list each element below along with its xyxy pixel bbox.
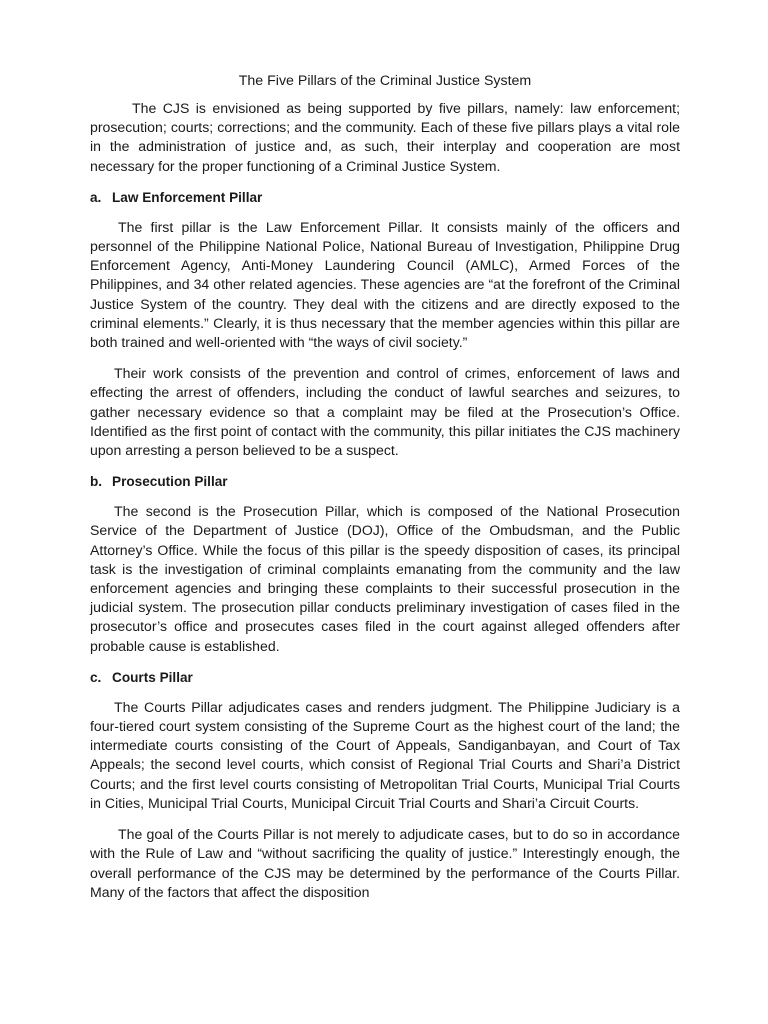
- section-letter: b.: [90, 474, 103, 490]
- paragraph: The first pillar is the Law Enforcement Pillar. It consists mainly of the officers and personnel of the Philippine National Police, National Bureau of Investigation, Philippine Drug Enforcement Agency, Anti-Money Laundering Council (AMLC), Armed Forces of the Philippines, and 34 other related agencies. These agencies are “at the forefront of the Criminal Justice System of the country. They deal with the citizens and are directly exposed to the criminal elements.” Clearly, it is thus necessary that the member agencies within this pillar are both trained and well-oriented with “the ways of civil society.”: [90, 218, 680, 351]
- section-heading-text: Law Enforcement Pillar: [112, 189, 263, 205]
- paragraph: The second is the Prosecution Pillar, which is composed of the National Prosecution Service of the Department of Justice (DOJ), Office of the Ombudsman, and the Public Attorney’s Office. While the focus of this pillar is the speedy disposition of cases, its principal task is the investigation of criminal complaints emanating from the community and the law enforcement agencies and bringing these complaints to their successful prosecution in the judicial system. The prosecution pillar conducts preliminary investigation of cases filed in the prosecutor’s office and prosecutes cases filed in the court against alleged offenders after probable cause is established.: [90, 503, 680, 654]
- intro-paragraph: The CJS is envisioned as being supported by five pillars, namely: law enforcement; prosecution; courts; corrections; and the community. Each of these five pillars plays a vital role in the administration of justice and, as such, their interplay and cooperation are most necessary for the proper functioning of a Criminal Justice System.: [90, 100, 680, 174]
- section-courts: [90, 668, 680, 902]
- section-heading-text: Prosecution Pillar: [112, 474, 228, 490]
- section-heading-text: Courts Pillar: [112, 669, 193, 685]
- paragraph: Their work consists of the prevention and control of crimes, enforcement of laws and effecting the arrest of offenders, including the conduct of lawful searches and seizures, to gather necessary evidence so that a complaint may be filed at the Prosecution’s Office. Identified as the first point of contact with the community, this pillar initiates the CJS machinery upon arresting a person believed to be a suspect.: [90, 365, 680, 459]
- section-letter: a.: [90, 189, 102, 205]
- section-heading: [90, 668, 680, 687]
- section-law-enforcement: [90, 188, 680, 460]
- document-title: The Five Pillars of the Criminal Justice System: [238, 73, 532, 89]
- section-letter: c.: [90, 669, 102, 685]
- section-heading: [90, 472, 680, 491]
- paragraph: The goal of the Courts Pillar is not merely to adjudicate cases, but to do so in accordance with the Rule of Law and “without sacrificing the quality of justice.” Interestingly enough, the overall performance of the CJS may be determined by the performance of the Courts Pillar. Many of the factors that affect the disposition: [90, 826, 680, 900]
- section-heading: [90, 188, 680, 207]
- paragraph: The Courts Pillar adjudicates cases and renders judgment. The Philippine Judiciary is a four-tiered court system consisting of the Supreme Court as the highest court of the land; the intermediate courts consisting of the Court of Appeals, Sandiganbayan, and Court of Tax Appeals; the second level courts, which consist of Regional Trial Courts and Shari’a District Courts; and the first level courts consisting of Metropolitan Trial Courts, Municipal Trial Courts in Cities, Municipal Trial Courts, Municipal Circuit Trial Courts and Shari’a Circuit Courts.: [90, 698, 680, 811]
- section-prosecution: [90, 472, 680, 656]
- document-page: [90, 72, 680, 914]
